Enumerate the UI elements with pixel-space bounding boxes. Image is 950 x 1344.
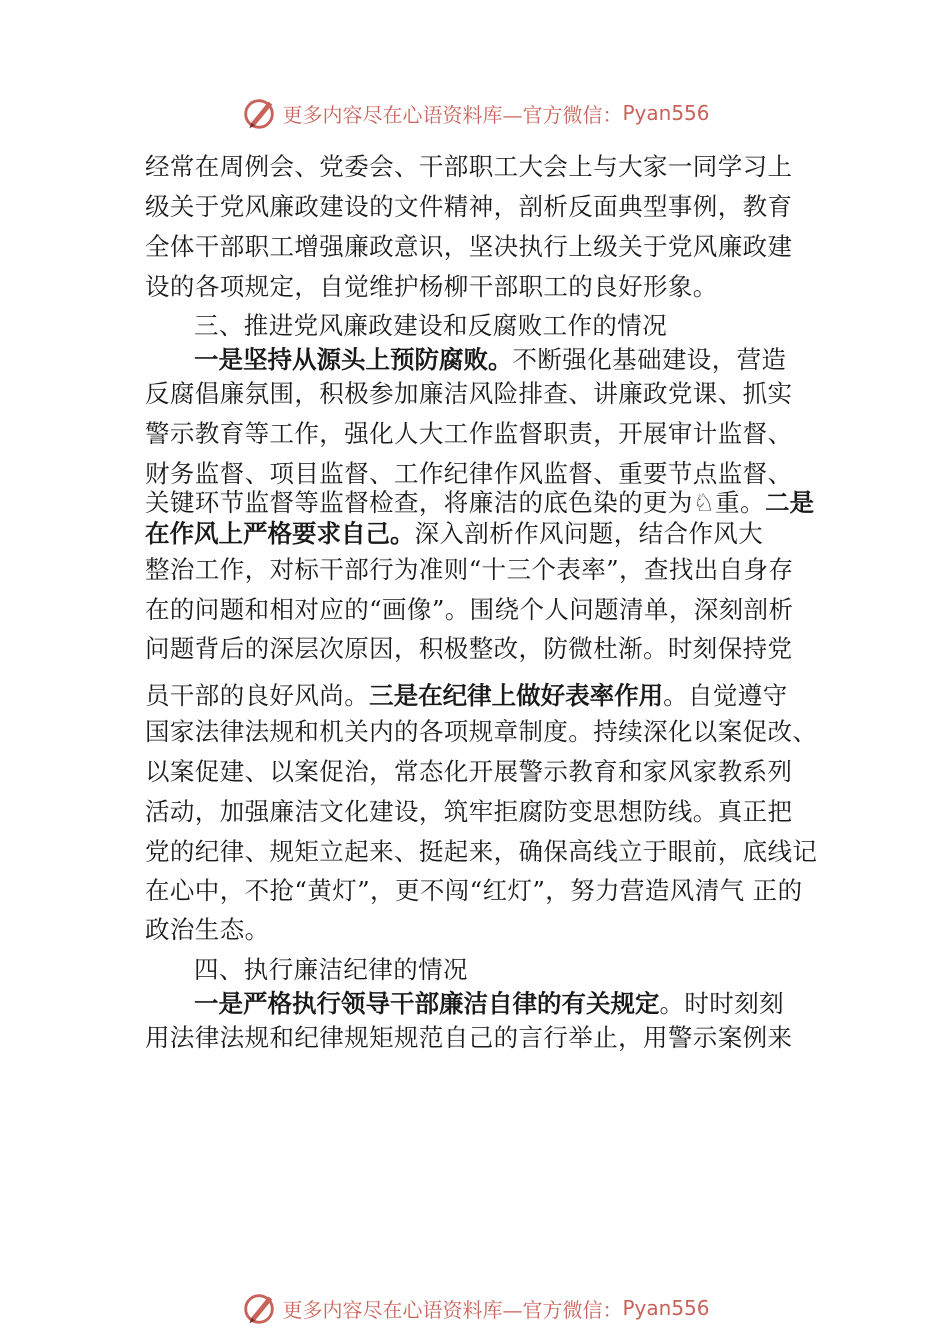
text-line: 国家法律法规和机关内的各项规章制度。持续深化以案促改、 (145, 717, 818, 746)
text-line (145, 680, 788, 712)
text-line: 政治生态。 (145, 915, 270, 944)
text-run: 不断强化基础建设，营造 (512, 345, 787, 374)
text-line: 活动，加强廉洁文化建设，筑牢拒腐防变思想防线。真正把 (145, 797, 793, 826)
bold-lead: 在作风上严格要求自己。 (145, 519, 415, 548)
text-line: 经常在周例会、党委会、干部职工大会上与大家一同学习上 (145, 152, 793, 181)
text-line: 级关于党风廉政建设的文件精神，剖析反面典型事例，教育 (145, 192, 793, 221)
text-line (145, 487, 814, 519)
bold-lead: 一是严格执行领导干部廉洁自律的有关规定 (194, 989, 660, 1018)
text-line: 财务监督、项目监督、工作纪律作风监督、重要节点监督、 (145, 459, 793, 488)
text-run: 深入剖析作风问题，结合作风大 (414, 519, 764, 548)
text-run: 。自觉遵守 (663, 681, 788, 710)
text-line: 整治工作，对标干部行为准则“十三个表率”，查找出自身存 (145, 555, 794, 584)
text-run: 关键环节监督等监督检查，将廉洁的底色染的更为♘重。 (145, 488, 765, 517)
footer-banner-text: 更多内容尽在心语资料库—官方微信： (282, 1297, 623, 1322)
bold-lead: 一是坚持从源头上预防腐败。 (194, 345, 513, 374)
bold-lead: 三是在纪律上做好表率作用 (369, 681, 664, 710)
text-line: 警示教育等工作，强化人大工作监督职责，开展审计监督、 (145, 419, 793, 448)
pen-logo-icon (240, 1289, 278, 1327)
text-line (145, 518, 763, 550)
text-line: 在心中，不抢“黄灯”，更不闯“红灯”，努力营造风清气 正的 (145, 876, 803, 905)
section-heading: 三、推进党风廉政建设和反腐败工作的情况 (194, 311, 668, 340)
text-run: 。时时刻刻 (659, 989, 784, 1018)
text-line: 全体干部职工增强廉政意识，坚决执行上级关于党风廉政建 (145, 232, 793, 261)
bold-lead: 二是 (764, 488, 814, 517)
footer-wechat-id: Pyan556 (622, 1296, 710, 1320)
text-line (194, 988, 784, 1020)
text-line: 在的问题和相对应的“画像”。围绕个人问题清单，深刻剖析 (145, 595, 794, 624)
header-banner-text: 更多内容尽在心语资料库—官方微信： (282, 102, 623, 127)
text-line: 以案促建、以案促治，常态化开展警示教育和家风家教系列 (145, 757, 793, 786)
header-banner (0, 93, 950, 133)
pen-logo-icon (240, 94, 278, 132)
footer-banner (0, 1288, 950, 1328)
text-line: 反腐倡廉氛围，积极参加廉洁风险排查、讲廉政党课、抓实 (145, 379, 793, 408)
text-line: 用法律法规和纪律规矩规范自己的言行举止，用警示案例来 (145, 1023, 793, 1052)
text-line: 问题背后的深层次原因，积极整改，防微杜渐。时刻保持党 (145, 634, 793, 663)
text-line: 党的纪律、规矩立起来、挺起来，确保高线立于眼前，底线记 (145, 837, 818, 866)
section-heading: 四、执行廉洁纪律的情况 (194, 955, 468, 984)
header-wechat-id: Pyan556 (622, 101, 710, 125)
text-line (194, 344, 786, 376)
text-run: 员干部的良好风尚。 (145, 681, 370, 710)
text-line: 设的各项规定，自觉维护杨柳干部职工的良好形象。 (145, 272, 718, 301)
